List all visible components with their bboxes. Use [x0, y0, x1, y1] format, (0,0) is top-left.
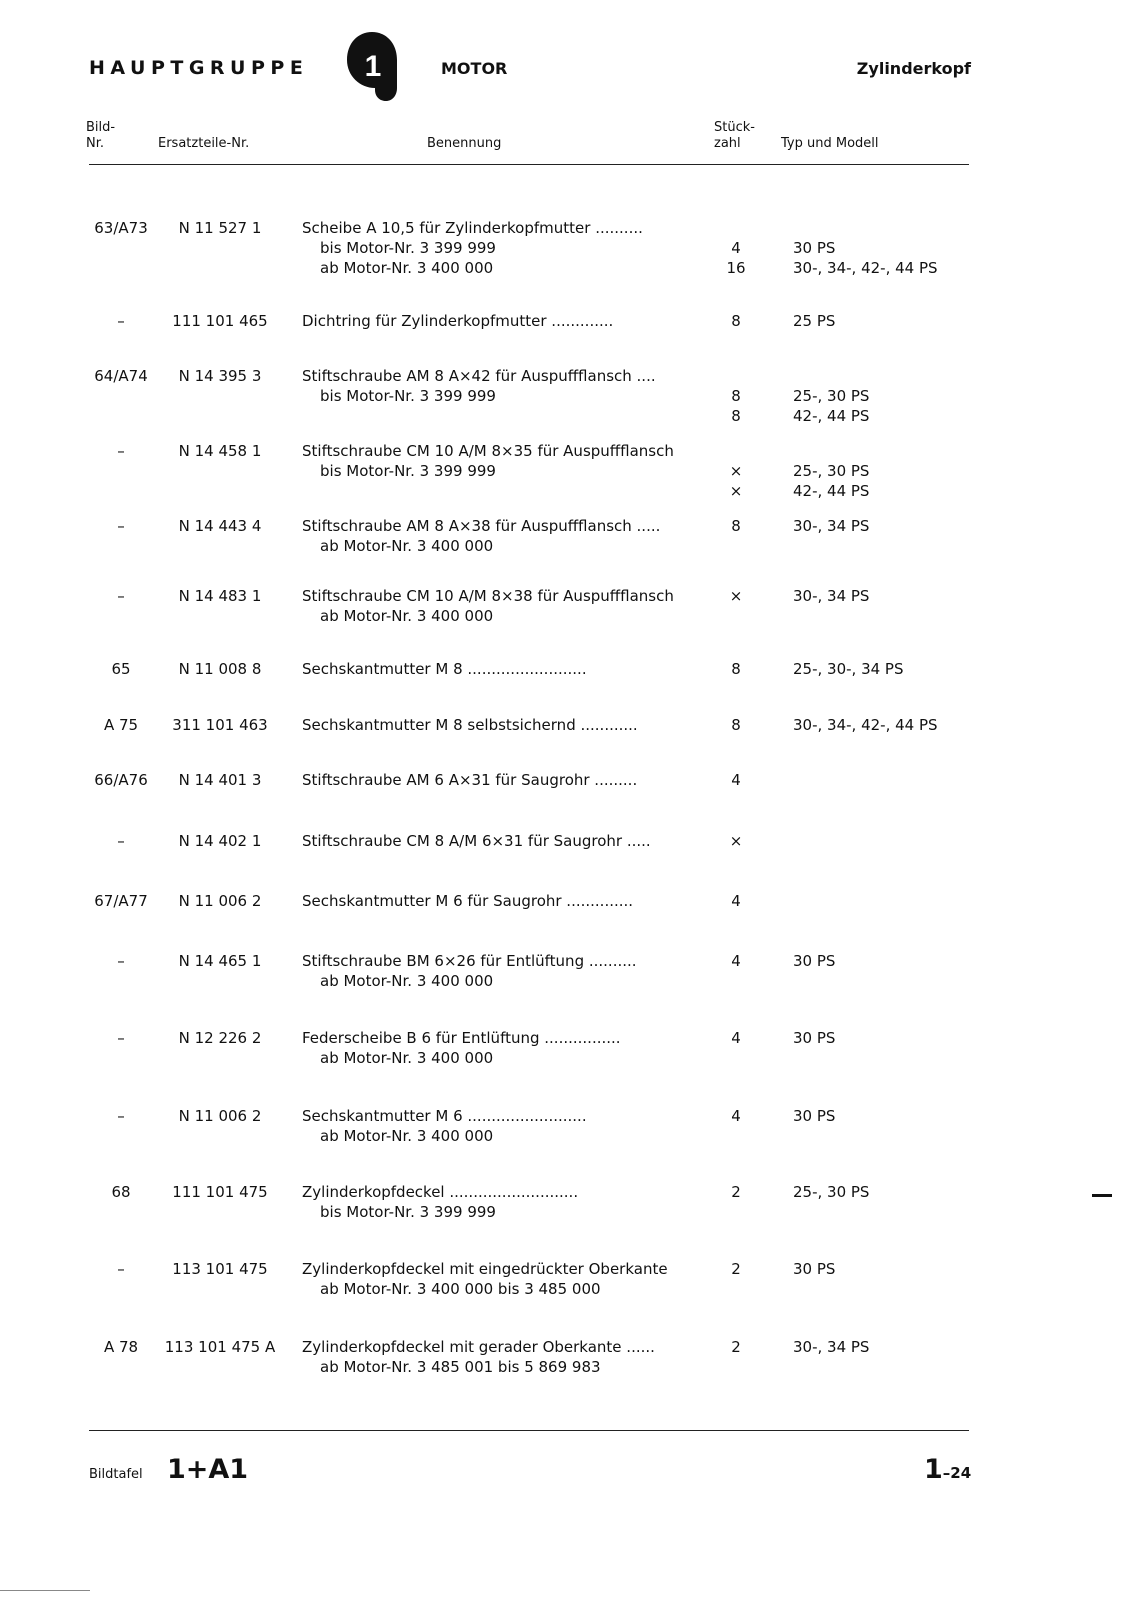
stueckzahl-value: 2	[731, 1260, 741, 1278]
stueckzahl-value	[716, 218, 756, 238]
bild-nr: A 78	[103, 1338, 139, 1356]
benennung-line: bis Motor-Nr. 3 399 999	[320, 387, 496, 405]
typ-value: 25-, 30-, 34 PS	[793, 660, 904, 678]
stueckzahl	[716, 1028, 756, 1048]
benennung	[302, 770, 700, 790]
benennung-line: Dichtring für Zylinderkopfmutter .............	[302, 312, 614, 330]
ersatzteil-nr: N 11 006 2	[178, 892, 262, 910]
typ-value: 25-, 30 PS	[793, 1183, 870, 1201]
stueckzahl-value: 2	[731, 1338, 741, 1356]
typ-value: 30-, 34 PS	[793, 587, 870, 605]
ersatzteil-nr: 111 101 465	[172, 312, 268, 330]
stueckzahl	[716, 715, 756, 735]
typ-modell	[793, 516, 993, 536]
benennung-line: ab Motor-Nr. 3 400 000 bis 3 485 000	[320, 1280, 601, 1298]
stueckzahl	[716, 1259, 756, 1279]
group-number-badge	[346, 30, 398, 102]
benennung	[302, 659, 700, 679]
stueckzahl-value: 4	[731, 1107, 741, 1125]
benennung-line: Scheibe A 10,5 für Zylinderkopfmutter ..........	[302, 219, 643, 237]
ersatzteil-nr: N 14 395 3	[178, 367, 262, 385]
stueckzahl	[716, 311, 756, 331]
benennung-line: bis Motor-Nr. 3 399 999	[320, 462, 496, 480]
benennung-line: bis Motor-Nr. 3 399 999	[320, 1203, 496, 1221]
benennung	[302, 366, 700, 406]
stueckzahl-value: 4	[731, 952, 741, 970]
stueckzahl-value: 4	[731, 771, 741, 789]
benennung	[302, 715, 700, 735]
stueckzahl-value: 16	[726, 259, 746, 277]
section-title: Zylinderkopf	[856, 59, 971, 78]
col-header-ersatzteile: Ersatzteile-Nr.	[158, 136, 250, 151]
typ-value	[793, 441, 993, 461]
page-number-sub: –24	[942, 1464, 972, 1482]
stueckzahl-value: 2	[731, 1183, 741, 1201]
typ-modell	[793, 586, 993, 606]
col-header-stueckzahl	[714, 120, 755, 152]
stueckzahl	[716, 831, 756, 851]
typ-value: 25-, 30 PS	[793, 387, 870, 405]
stueckzahl	[716, 1337, 756, 1357]
benennung-line: Stiftschraube AM 6 A×31 für Saugrohr .........	[302, 771, 638, 789]
ersatzteil-nr: N 11 527 1	[178, 219, 262, 237]
benennung	[302, 831, 700, 851]
stueckzahl-value: 8	[731, 387, 741, 405]
col-header-bild-line2: Nr.	[86, 136, 105, 151]
stueckzahl-value: ×	[729, 587, 743, 605]
benennung-line: Zylinderkopfdeckel mit gerader Oberkante ......	[302, 1338, 655, 1356]
ersatzteil-nr: N 12 226 2	[178, 1029, 262, 1047]
typ-modell	[793, 366, 993, 426]
ersatzteil-nr: 113 101 475	[172, 1260, 268, 1278]
bild-nr: –	[117, 587, 125, 605]
stueckzahl	[716, 586, 756, 606]
ersatzteil-nr: N 14 401 3	[178, 771, 262, 789]
stueckzahl	[716, 951, 756, 971]
typ-value: 25-, 30 PS	[793, 462, 870, 480]
bild-nr: –	[117, 312, 125, 330]
ersatzteil-nr: N 14 483 1	[178, 587, 262, 605]
bild-nr: 64/A74	[94, 367, 148, 385]
typ-value: 42-, 44 PS	[793, 407, 870, 425]
bild-nr: 67/A77	[94, 892, 148, 910]
benennung-line: Stiftschraube CM 10 A/M 8×38 für Auspuffflansch	[302, 587, 674, 605]
typ-value	[793, 366, 993, 386]
typ-modell	[793, 1259, 993, 1279]
typ-modell	[793, 441, 993, 501]
benennung-line: ab Motor-Nr. 3 400 000	[320, 537, 494, 555]
typ-value	[793, 891, 993, 911]
bild-nr: –	[117, 1107, 125, 1125]
typ-value: 30-, 34-, 42-, 44 PS	[793, 716, 938, 734]
page-number-main: 1	[924, 1454, 943, 1485]
ersatzteil-nr: N 14 465 1	[178, 952, 262, 970]
footer-rule	[89, 1430, 969, 1431]
bildtafel-label: Bildtafel	[89, 1467, 143, 1482]
benennung-line: Zylinderkopfdeckel mit eingedrückter Oberkante	[302, 1260, 668, 1278]
col-header-typ: Typ und Modell	[781, 136, 879, 151]
stueckzahl	[716, 441, 756, 501]
bild-nr: 66/A76	[94, 771, 148, 789]
stueckzahl-value: 4	[731, 1029, 741, 1047]
stueckzahl	[716, 659, 756, 679]
typ-value: 30-, 34 PS	[793, 517, 870, 535]
benennung-line: Federscheibe B 6 für Entlüftung ................	[302, 1029, 621, 1047]
ersatzteil-nr: N 14 458 1	[178, 442, 262, 460]
benennung	[302, 1337, 700, 1377]
stueckzahl	[716, 516, 756, 536]
stueckzahl	[716, 891, 756, 911]
typ-value: 30 PS	[793, 1260, 836, 1278]
typ-value: 30 PS	[793, 1029, 836, 1047]
stueckzahl-value: 8	[731, 660, 741, 678]
typ-modell	[793, 1337, 993, 1357]
typ-modell	[793, 951, 993, 971]
bild-nr: A 75	[103, 716, 139, 734]
benennung	[302, 951, 700, 991]
bild-nr: –	[117, 952, 125, 970]
benennung-line: Stiftschraube AM 8 A×42 für Auspuffflansch ....	[302, 367, 656, 385]
benennung	[302, 891, 700, 911]
typ-value: 25 PS	[793, 312, 836, 330]
ersatzteil-nr: N 11 008 8	[178, 660, 262, 678]
margin-mark	[1092, 1194, 1112, 1197]
group-name: MOTOR	[441, 59, 508, 78]
bild-nr: –	[117, 517, 125, 535]
col-header-bild	[86, 120, 115, 152]
stueckzahl-value: 4	[731, 892, 741, 910]
stueckzahl-value: 8	[731, 312, 741, 330]
benennung	[302, 1106, 700, 1146]
bild-nr: –	[117, 832, 125, 850]
benennung-line: ab Motor-Nr. 3 400 000	[320, 259, 494, 277]
stueckzahl-value: ×	[729, 462, 743, 480]
group-number: 1	[364, 50, 382, 83]
benennung-line: Zylinderkopfdeckel ...........................	[302, 1183, 579, 1201]
stueckzahl-value: ×	[729, 832, 743, 850]
stueckzahl-value: 8	[731, 517, 741, 535]
stueckzahl-value	[716, 366, 756, 386]
stueckzahl-value: ×	[729, 482, 743, 500]
benennung-line: Sechskantmutter M 8 .........................	[302, 660, 587, 678]
benennung-line: ab Motor-Nr. 3 400 000	[320, 1049, 494, 1067]
ersatzteil-nr: N 11 006 2	[178, 1107, 262, 1125]
benennung-line: Stiftschraube CM 10 A/M 8×35 für Auspuffflansch	[302, 442, 674, 460]
benennung	[302, 311, 700, 331]
typ-value: 30-, 34-, 42-, 44 PS	[793, 259, 938, 277]
typ-value: 30-, 34 PS	[793, 1338, 870, 1356]
typ-modell	[793, 891, 993, 911]
benennung-line: bis Motor-Nr. 3 399 999	[320, 239, 496, 257]
stueckzahl	[716, 770, 756, 790]
stueckzahl-value: 8	[731, 407, 741, 425]
benennung-line: ab Motor-Nr. 3 400 000	[320, 607, 494, 625]
benennung-line: ab Motor-Nr. 3 400 000	[320, 972, 494, 990]
page-number	[924, 1454, 971, 1485]
typ-modell	[793, 311, 993, 331]
benennung-line: Stiftschraube CM 8 A/M 6×31 für Saugrohr .....	[302, 832, 651, 850]
typ-modell	[793, 1182, 993, 1202]
benennung	[302, 1259, 700, 1299]
typ-modell	[793, 218, 993, 278]
benennung-line: Stiftschraube AM 8 A×38 für Auspuffflansch .....	[302, 517, 661, 535]
typ-value	[793, 770, 993, 790]
typ-value: 30 PS	[793, 239, 836, 257]
benennung-line: Stiftschraube BM 6×26 für Entlüftung ..........	[302, 952, 637, 970]
col-header-stueck-line2: zahl	[714, 136, 741, 151]
ersatzteil-nr: 311 101 463	[172, 716, 268, 734]
typ-modell	[793, 770, 993, 790]
stueckzahl-value: 4	[731, 239, 741, 257]
bild-nr: 68	[111, 1183, 131, 1201]
bildtafel-number: 1+A1	[167, 1454, 249, 1485]
col-header-stueck-line1: Stück-	[714, 120, 755, 135]
typ-modell	[793, 659, 993, 679]
col-header-bild-line1: Bild-	[86, 120, 116, 135]
typ-value	[793, 831, 993, 851]
hauptgruppe-label: HAUPTGRUPPE	[89, 57, 309, 79]
typ-modell	[793, 831, 993, 851]
ersatzteil-nr: 111 101 475	[172, 1183, 268, 1201]
benennung-line: Sechskantmutter M 6 .........................	[302, 1107, 587, 1125]
benennung	[302, 586, 700, 626]
benennung-line: Sechskantmutter M 6 für Saugrohr ..............	[302, 892, 634, 910]
benennung-line: Sechskantmutter M 8 selbstsichernd ............	[302, 716, 638, 734]
stueckzahl-value: 8	[731, 716, 741, 734]
benennung-line: ab Motor-Nr. 3 485 001 bis 5 869 983	[320, 1358, 601, 1376]
group-badge-shape	[346, 30, 398, 102]
stueckzahl	[716, 366, 756, 426]
benennung	[302, 1028, 700, 1068]
header-rule	[89, 164, 969, 165]
typ-value	[793, 218, 993, 238]
ersatzteil-nr: 113 101 475 A	[164, 1338, 276, 1356]
bild-nr: 63/A73	[94, 219, 148, 237]
benennung	[302, 1182, 700, 1222]
typ-modell	[793, 1028, 993, 1048]
benennung-line: ab Motor-Nr. 3 400 000	[320, 1127, 494, 1145]
stueckzahl	[716, 1182, 756, 1202]
typ-modell	[793, 715, 993, 735]
typ-value: 30 PS	[793, 952, 836, 970]
stueckzahl	[716, 218, 756, 278]
bild-nr: –	[117, 442, 125, 460]
typ-value: 30 PS	[793, 1107, 836, 1125]
stueckzahl-value	[716, 441, 756, 461]
ersatzteil-nr: N 14 402 1	[178, 832, 262, 850]
typ-modell	[793, 1106, 993, 1126]
stueckzahl	[716, 1106, 756, 1126]
benennung	[302, 218, 700, 278]
ersatzteil-nr: N 14 443 4	[178, 517, 262, 535]
typ-value: 42-, 44 PS	[793, 482, 870, 500]
benennung	[302, 516, 700, 556]
corner-line	[0, 1590, 90, 1591]
benennung	[302, 441, 700, 481]
bild-nr: 65	[111, 660, 131, 678]
col-header-benennung: Benennung	[427, 136, 502, 151]
bild-nr: –	[117, 1029, 125, 1047]
bild-nr: –	[117, 1260, 125, 1278]
